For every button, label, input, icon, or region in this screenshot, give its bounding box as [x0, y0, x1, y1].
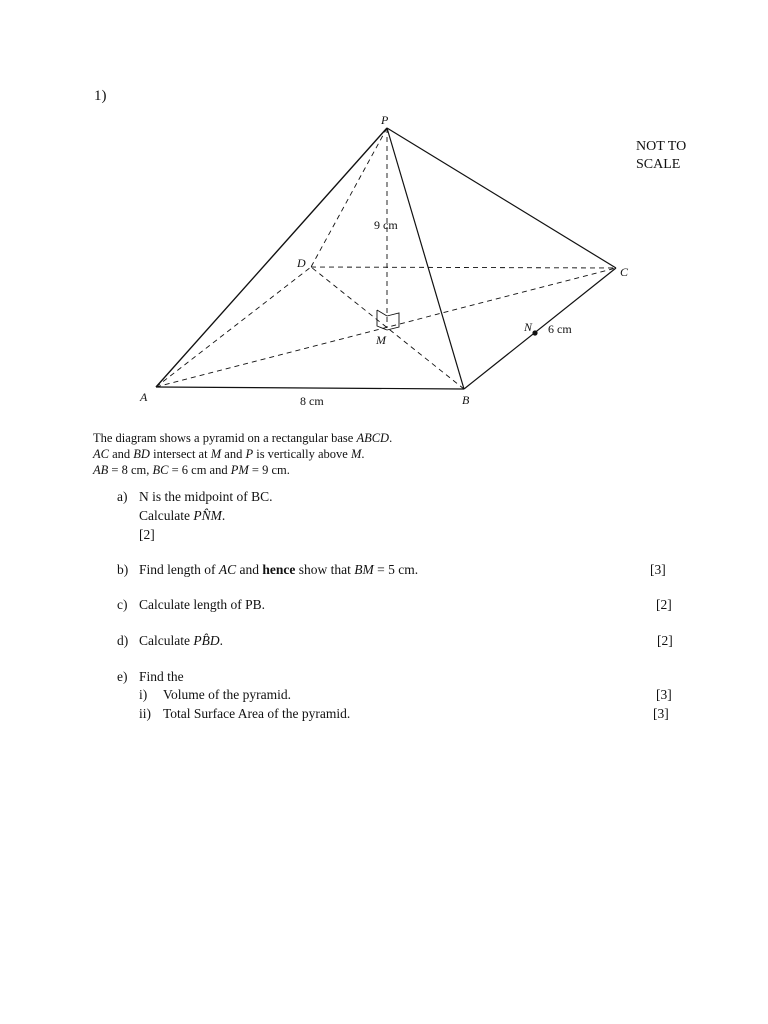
question-c-mark: [2] [656, 597, 672, 612]
question-e-text: Find the [139, 669, 184, 684]
label-ab-length: 8 cm [300, 394, 324, 408]
question-e-i-label: i) [139, 687, 148, 702]
diagonal-bd [311, 267, 464, 389]
pyramid-diagram [0, 0, 768, 430]
problem-intro [93, 430, 392, 478]
question-c-letter: c) [117, 597, 128, 612]
question-e-ii-text: Total Surface Area of the pyramid. [163, 706, 351, 721]
question-b-mark: [3] [650, 562, 666, 577]
question-b-text: Find length of AC and hence show that BM = 5 cm. [139, 562, 419, 577]
right-angle-marker [377, 310, 399, 330]
edge-pa [156, 128, 387, 387]
edge-bc [464, 268, 616, 389]
question-d-letter: d) [117, 633, 129, 648]
label-p: P [381, 113, 389, 127]
edge-pd [311, 128, 387, 267]
intro-line-1: The diagram shows a pyramid on a rectangular base ABCD. [93, 431, 393, 445]
question-number: 1) [94, 88, 107, 104]
edge-pc [387, 128, 616, 268]
note-line-1: NOT TO [636, 139, 687, 154]
diagonal-ac [156, 268, 616, 387]
question-e-ii-label: ii) [139, 706, 151, 721]
label-bc-length: 6 cm [548, 322, 572, 336]
question-d-text: Calculate PB̂D. [139, 633, 223, 648]
label-n: N [524, 320, 533, 334]
question-e-letter: e) [117, 669, 128, 684]
label-a: A [140, 390, 148, 404]
note-line-2: SCALE [636, 157, 681, 172]
intro-line-2: AC and BD intersect at M and P is vertically above M. [93, 447, 365, 461]
question-e-i-mark: [3] [656, 687, 672, 702]
point-n [532, 330, 537, 335]
label-c: C [620, 265, 629, 279]
question-e-i-text: Volume of the pyramid. [163, 687, 291, 702]
question-e-ii-mark: [3] [653, 706, 669, 721]
label-height: 9 cm [374, 218, 398, 232]
label-d: D [297, 256, 306, 270]
edge-ab [156, 387, 464, 389]
edge-ad [156, 267, 311, 387]
edge-dc [311, 267, 616, 268]
edge-pb [387, 128, 464, 389]
question-a-mark: [2] [139, 527, 155, 542]
question-b-letter: b) [117, 562, 129, 577]
label-b: B [462, 393, 470, 407]
question-a-line-2: Calculate PN̂M. [139, 508, 226, 523]
question-a-letter: a) [117, 489, 128, 504]
label-m: M [376, 333, 386, 347]
question-a-line-1: N is the midpoint of BC. [139, 489, 273, 504]
question-c-text: Calculate length of PB. [139, 597, 265, 612]
intro-line-3: AB = 8 cm, BC = 6 cm and PM = 9 cm. [93, 463, 290, 477]
question-d-mark: [2] [657, 633, 673, 648]
